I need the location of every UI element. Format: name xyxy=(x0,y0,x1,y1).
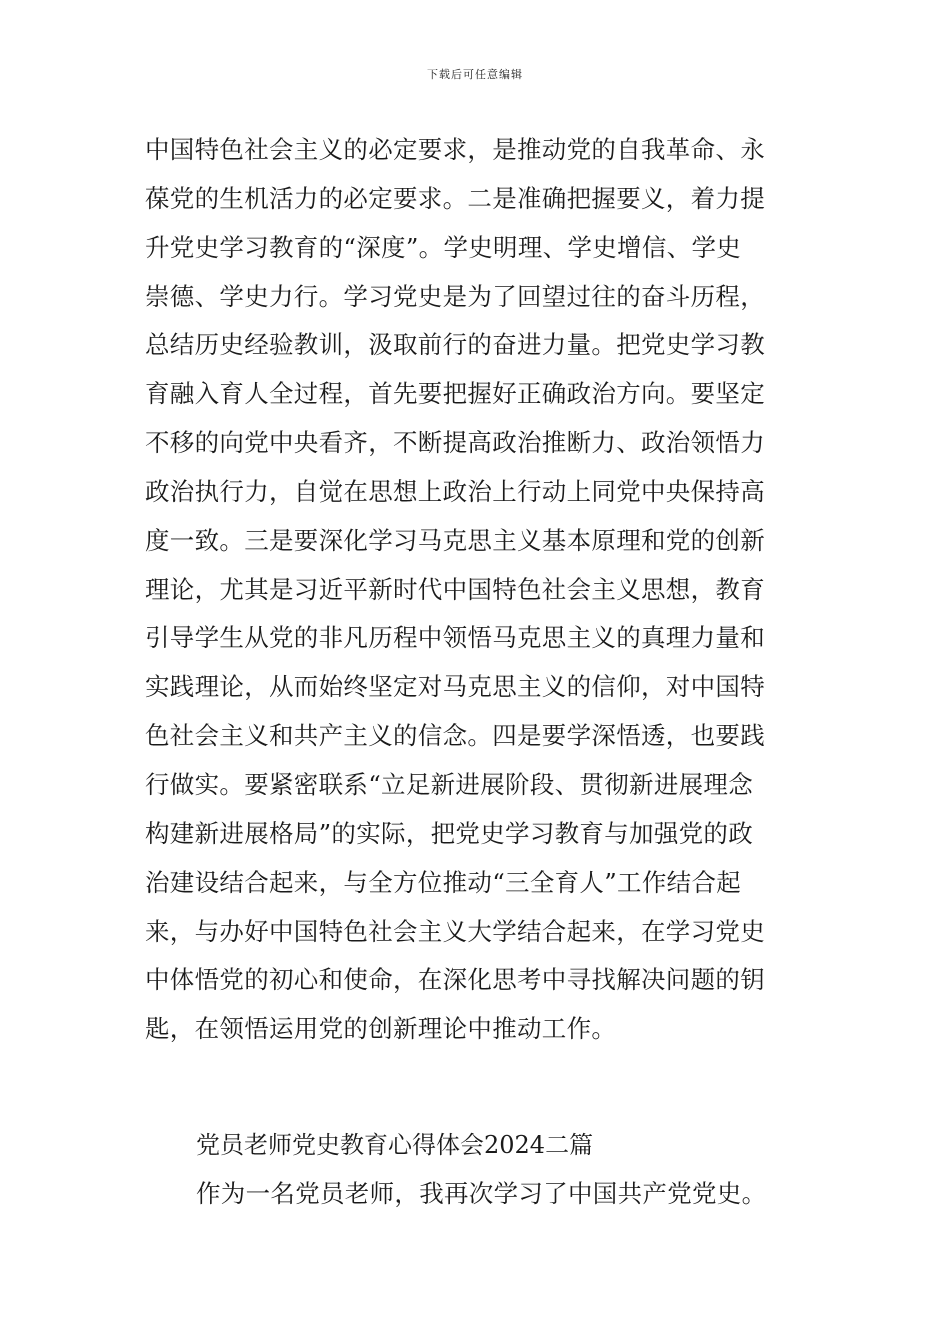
paragraph-line: 实践理论，从而始终坚定对马克思主义的信仰，对中国特 xyxy=(145,672,765,702)
paragraph-line: 治建设结合起来，与全方位推动“三全育人”工作结合起 xyxy=(145,867,742,897)
paragraph-line: 葆党的生机活力的必定要求。二是准确把握要义，着力提 xyxy=(145,183,765,213)
paragraph-line: 来，与办好中国特色社会主义大学结合起来，在学习党史 xyxy=(145,916,765,946)
paragraph-line: 崇德、学史力行。学习党史是为了回望过往的奋斗历程， xyxy=(145,281,765,311)
paragraph-line: 总结历史经验教训，汲取前行的奋进力量。把党史学习教 xyxy=(145,330,765,360)
intro-paragraph: 作为一名党员老师，我再次学习了中国共产党党史。 xyxy=(196,1179,767,1208)
body-paragraph xyxy=(145,126,815,1054)
paragraph-line: 不移的向党中央看齐，不断提高政治推断力、政治领悟力 xyxy=(145,428,765,458)
section-title: 党员老师党史教育心得体会2024二篇 xyxy=(196,1131,594,1159)
paragraph-line: 升党史学习教育的“深度”。学史明理、学史增信、学史 xyxy=(145,232,742,262)
paragraph-line: 中体悟党的初心和使命，在深化思考中寻找解决问题的钥 xyxy=(145,965,765,995)
page-header-note: 下载后可任意编辑 xyxy=(427,68,523,81)
paragraph-line: 行做实。要紧密联系“立足新进展阶段、贯彻新进展理念 xyxy=(145,769,754,799)
paragraph-line: 构建新进展格局”的实际，把党史学习教育与加强党的政 xyxy=(145,818,754,848)
paragraph-line: 匙，在领悟运用党的创新理论中推动工作。 xyxy=(145,1014,617,1044)
paragraph-line: 育融入育人全过程，首先要把握好正确政治方向。要坚定 xyxy=(145,379,765,409)
paragraph-line: 中国特色社会主义的必定要求，是推动党的自我革命、永 xyxy=(145,135,765,164)
paragraph-line: 理论，尤其是习近平新时代中国特色社会主义思想，教育 xyxy=(145,574,765,604)
paragraph-line: 色社会主义和共产主义的信念。四是要学深悟透，也要践 xyxy=(145,721,765,751)
paragraph-line: 引导学生从党的非凡历程中领悟马克思主义的真理力量和 xyxy=(145,623,765,653)
paragraph-line: 度一致。三是要深化学习马克思主义基本原理和党的创新 xyxy=(145,525,765,555)
paragraph-line: 政治执行力，自觉在思想上政治上行动上同党中央保持高 xyxy=(145,476,765,506)
